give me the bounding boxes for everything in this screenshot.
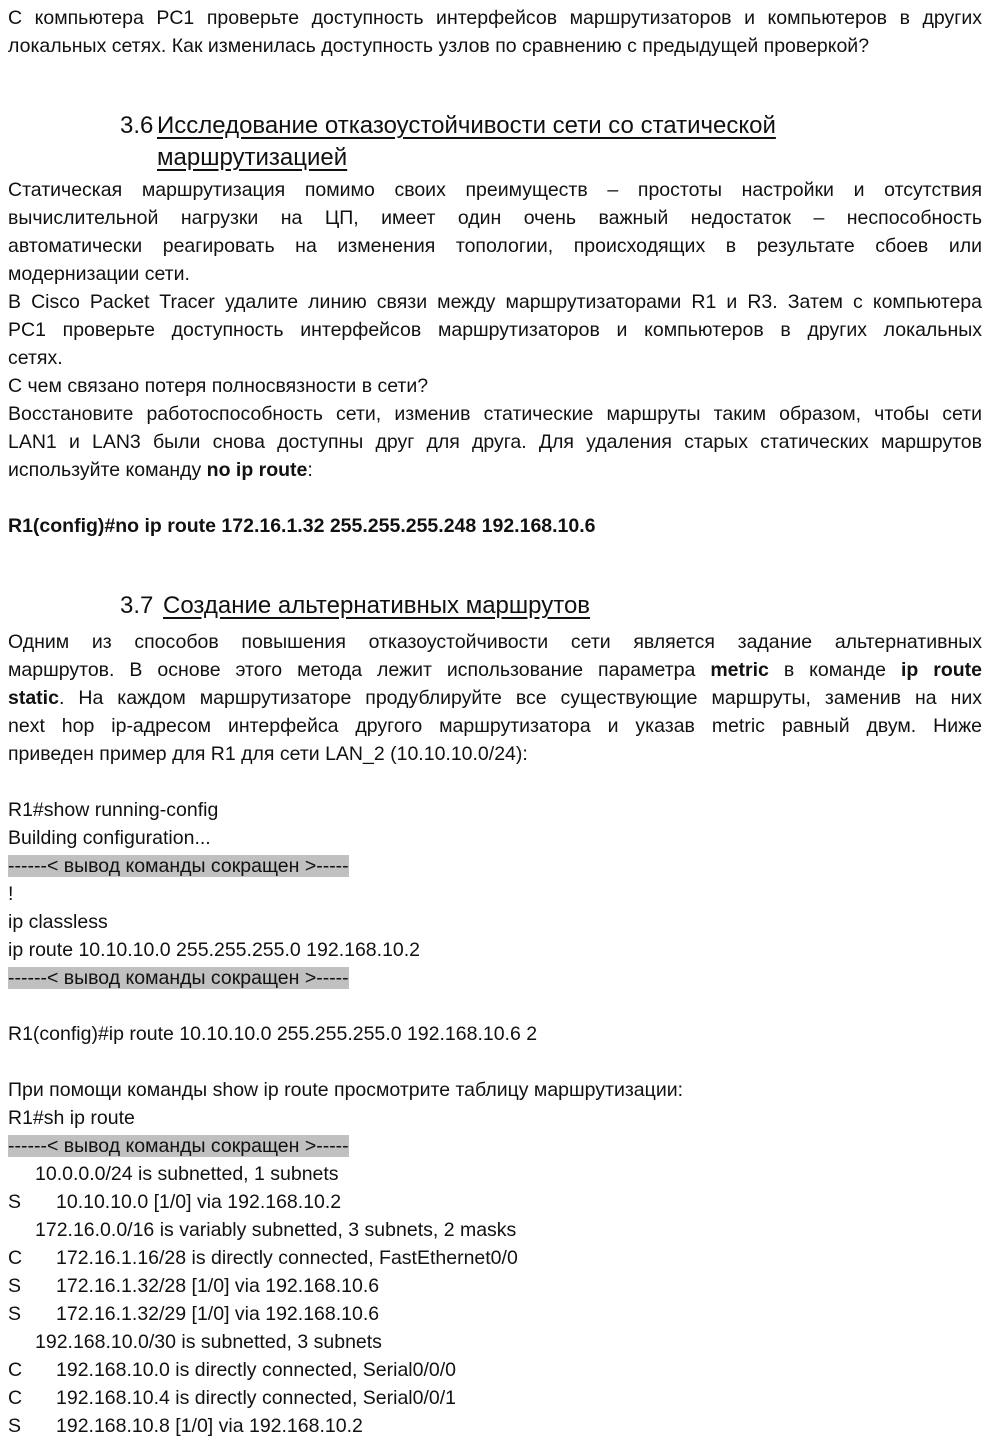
route-row [8, 1328, 982, 1356]
intro-line-1: С компьютера PC1 проверьте доступность интерфейсов маршрутизаторов и компьютеров в других [8, 7, 982, 29]
command-no-ip-route: R1(config)#no ip route 172.16.1.32 255.255.255.248 192.168.10.6 [8, 515, 596, 537]
route-text: 172.16.1.32/29 [1/0] via 192.168.10.6 [56, 1303, 380, 1325]
inline-keyword-metric: metric [710, 659, 769, 681]
section-3-6-title-line-1: Исследование отказоустойчивости сети со статической [157, 112, 776, 139]
section-3-7-number: 3.7 [120, 592, 154, 619]
output-truncated-text: ------< вывод команды сокращен >----- [8, 1135, 349, 1157]
route-row [8, 1272, 982, 1300]
route-text: 192.168.10.8 [1/0] via 192.168.10.2 [56, 1415, 363, 1437]
inline-keyword-ip-route: ip route [900, 659, 982, 681]
paragraph-text: используйте команду [8, 459, 207, 481]
output-truncated-marker [8, 1132, 349, 1160]
paragraph-line: сетях. [8, 347, 63, 369]
route-row [8, 1300, 982, 1328]
paragraph-line: next hop ip-адресом интерфейса другого маршрутизатора и указав metric равный двум. Ниже [8, 715, 982, 737]
paragraph-text: : [307, 459, 313, 481]
route-code: S [8, 1275, 22, 1297]
inline-command: no ip route [206, 459, 308, 481]
paragraph-line: С чем связано потеря полносвязности в сети? [8, 375, 429, 397]
paragraph-line [8, 456, 313, 484]
section-3-6-heading-cont [8, 142, 982, 174]
route-row [8, 1384, 982, 1412]
paragraph-line: В Cisco Packet Tracer удалите линию связи между маршрутизаторами R1 и R3. Затем с компьютера [8, 291, 982, 313]
output-truncated-marker [8, 852, 349, 880]
section-3-7-title: Создание альтернативных маршрутов [163, 592, 591, 619]
section-3-6-heading [8, 110, 982, 142]
route-code: S [8, 1303, 22, 1325]
paragraph-line: приведен пример для R1 для сети LAN_2 (10.10.10.0/24): [8, 743, 528, 765]
route-text: 10.10.10.0 [1/0] via 192.168.10.2 [56, 1191, 342, 1213]
paragraph-text: . На каждом маршрутизаторе продублируйте все существующие маршруты, заменив на них [58, 687, 982, 709]
route-code: S [8, 1191, 22, 1213]
paragraph-line: PC1 проверьте доступность интерфейсов маршрутизаторов и компьютеров в других локальных [8, 319, 982, 341]
paragraph-line: Одним из способов повышения отказоустойчивости сети является задание альтернативных [8, 631, 982, 653]
command-ip-route-metric: R1(config)#ip route 10.10.10.0 255.255.255.0 192.168.10.6 2 [8, 1023, 538, 1045]
route-text: 172.16.1.32/28 [1/0] via 192.168.10.6 [56, 1275, 380, 1297]
config-line: ip classless [8, 911, 108, 933]
route-code: S [8, 1415, 22, 1437]
route-text: 192.168.10.0 is directly connected, Serial0/0/0 [56, 1359, 457, 1381]
route-text: 172.16.0.0/16 is variably subnetted, 3 subnets, 2 masks [35, 1219, 517, 1241]
config-line: Building configuration... [8, 827, 211, 849]
config-line: R1#show running-config [8, 799, 219, 821]
config-line: ip route 10.10.10.0 255.255.255.0 192.168.10.2 [8, 939, 421, 961]
route-row [8, 1188, 982, 1216]
route-text: 10.0.0.0/24 is subnetted, 1 subnets [35, 1163, 339, 1185]
paragraph-line: LAN1 и LAN3 были снова доступны друг для друга. Для удаления старых статических маршрутов [8, 431, 982, 453]
route-text: 192.168.10.0/30 is subnetted, 3 subnets [35, 1331, 382, 1353]
paragraph-line: вычислительной нагрузки на ЦП, имеет один очень важный недостаток – неспособность [8, 207, 982, 229]
paragraph-line: модернизации сети. [8, 263, 190, 285]
route-text: 192.168.10.4 is directly connected, Serial0/0/1 [56, 1387, 457, 1409]
section-3-6-title-line-2: маршрутизацией [157, 144, 348, 171]
section-3-7-heading [8, 590, 982, 622]
route-code: C [8, 1247, 23, 1269]
config-line: ! [8, 883, 14, 905]
inline-keyword-static: static [8, 687, 59, 709]
route-row [8, 1216, 982, 1244]
route-row [8, 1244, 982, 1272]
output-truncated-text: ------< вывод команды сокращен >----- [8, 967, 349, 989]
route-row [8, 1412, 982, 1440]
route-code: C [8, 1359, 23, 1381]
route-code: C [8, 1387, 23, 1409]
output-truncated-marker [8, 964, 349, 992]
paragraph-line: автоматически реагировать на изменения топологии, происходящих в результате сбоев или [8, 235, 982, 257]
route-text: 172.16.1.16/28 is directly connected, FastEthernet0/0 [56, 1247, 518, 1269]
command-show-ip-route: R1#sh ip route [8, 1107, 135, 1129]
paragraph-line: Статическая маршрутизация помимо своих преимуществ – простоты настройки и отсутствия [8, 179, 982, 201]
output-truncated-text: ------< вывод команды сокращен >----- [8, 855, 349, 877]
paragraph-line [8, 656, 982, 684]
intro-line-2: локальных сетях. Как изменилась доступность узлов по сравнению с предыдущей проверкой? [8, 35, 870, 57]
route-row [8, 1160, 982, 1188]
paragraph-line: Восстановите работоспособность сети, изменив статические маршруты таким образом, чтобы сети [8, 403, 982, 425]
section-3-6-number: 3.6 [120, 112, 154, 139]
paragraph-text: в команде [768, 659, 901, 681]
paragraph-line [8, 684, 982, 712]
paragraph-text: маршрутов. В основе этого метода лежит использование параметра [8, 659, 711, 681]
route-row [8, 1356, 982, 1384]
paragraph-line: При помощи команды show ip route просмотрите таблицу маршрутизации: [8, 1079, 684, 1101]
